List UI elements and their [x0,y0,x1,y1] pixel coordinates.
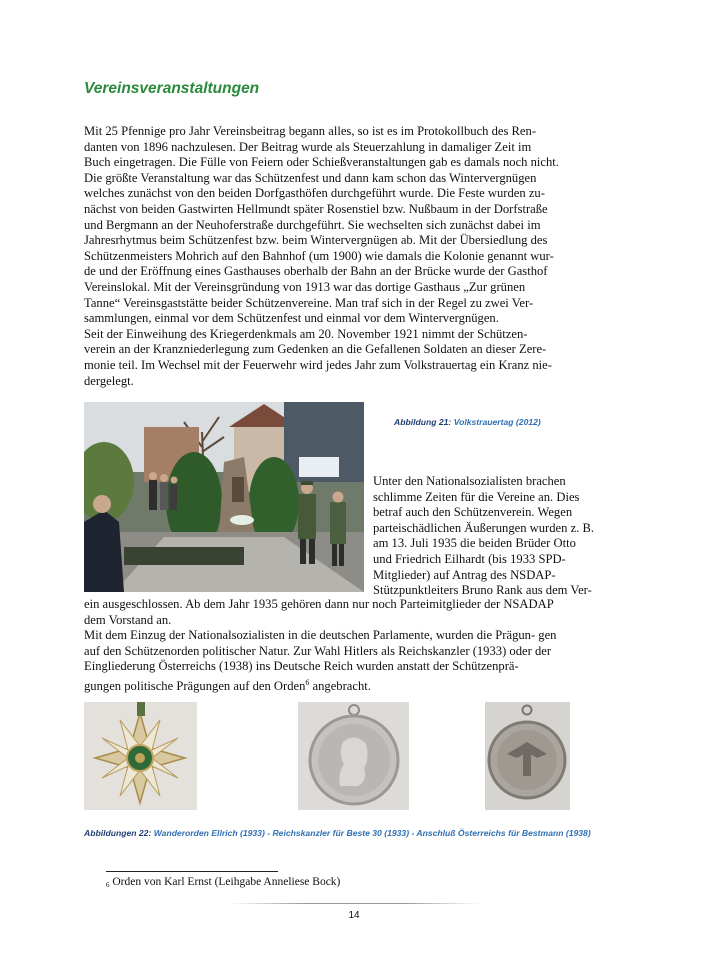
figure-caption [84,828,644,839]
text-line: Eingliederung Österreichs (1938) ins Deutsche Reich wurden anstatt der Schützenprä- [84,659,519,674]
text-line: Jahresrhytmus beim Schützenfest bzw. beim Wintervergnügen ab. Mit der Übersiedlung des [84,233,548,248]
section-heading: Vereinsveranstaltungen [84,80,260,97]
text-line: schlimme Zeiten für die Vereine an. Dies [373,489,580,504]
text-line: Mit 25 Pfennige pro Jahr Vereinsbeitrag begann alles, so ist es im Protokollbuch des Ren- [84,124,537,138]
medal-photo-anschluss [485,702,570,810]
text-line: dergelegt. [84,373,134,388]
text-line: ein ausgeschlossen. Ab dem Jahr 1935 gehören dann nur noch Parteimitglieder der NSADAP [84,597,554,611]
page-number: 14 [348,910,360,921]
footnote-marker: 6 [106,881,110,889]
text-line: Die größte Veranstaltung war das Schützenfest und dann kam schon das Wintervergnügen [84,170,537,185]
caption-title: Wanderorden Ellrich (1933) - Reichskanzler für Beste 30 (1933) - Anschluß Österreichs für Bestmann (1938) [153,828,591,838]
text-fragment: angebracht. [309,679,371,694]
text-line: dem Vorstand an. [84,612,172,627]
footnote [106,876,340,888]
text-line: und Friedrich Eilhardt (bis 1933 SPD- [373,551,566,566]
paragraph-history [84,124,634,389]
medal-photo-reichskanzler [298,702,409,810]
text-line: und Bergmann an der Neuhoferstraße durchgeführt. Sie wechselten sich zunächst dabei im [84,217,541,232]
text-fragment: gungen politische Prägungen auf den Orden [84,679,306,694]
text-line: Mitglieder) auf Antrag des NSDAP- [373,567,556,582]
medal-photo-wanderorden [84,702,197,810]
text-line: Stützpunktleiters Bruno Rank aus dem Ver- [373,583,592,598]
text-line: auf den Schützenorden politischer Natur. Zur Wahl Hitlers als Reichskanzler (1933) oder der [84,643,552,658]
caption-number: Abbildungen 22: [84,828,154,838]
caption-number: Abbildung 21: [394,417,454,427]
text-line: sammlungen, einmal vor dem Schützenfest und einmal vor dem Wintervergnügen. [84,311,499,326]
text-line [84,675,634,695]
footnote-ref[interactable]: 6 [305,677,310,687]
text-line: Unter den Nationalsozialisten brachen [373,474,566,488]
caption-title: Volkstrauertag (2012) [453,417,541,427]
text-line: welches zunächst von den beiden Dorfgasthöfen durchgeführt wurde. Die Feste wurden zu- [84,186,545,201]
text-line: nächst von beiden Gastwirten Hellmundt später Rosenstiel bzw. Nußbaum in der Dorfstraße [84,201,548,216]
figure-caption [394,417,541,427]
text-line: am 13. Juli 1935 die beiden Brüder Otto [373,536,576,551]
footnote-separator [106,871,278,872]
text-line: danten von 1896 nachzulesen. Der Beitrag wurde als Steuerzahlung in damaliger Zeit im [84,139,532,154]
text-line: Schützenmeisters Mohrich auf den Bahnhof (um 1900) wie damals die Kolonie genannt wur- [84,248,554,263]
memorial-photo [84,402,364,592]
text-line: Seit der Einweihung des Kriegerdenkmals am 20. November 1921 nimmt der Schützen- [84,326,528,341]
text-line: de und der Eröffnung eines Gasthauses oberhalb der Bahn an der Brücke wurde der Gasthof [84,264,548,279]
text-line: Vereinslokal. Mit der Vereinsgründung von 1913 war das dortige Gasthaus „Zur grünen [84,279,526,294]
text-line: monie teil. Im Wechsel mit der Feuerwehr wird jedes Jahr zum Volkstrauertag ein Kranz nie- [84,357,552,372]
paragraph-medals [84,597,634,695]
paragraph-nazi-era [373,474,633,599]
footer-divider [230,903,480,904]
text-line: Tanne“ Vereinsgaststätte beider Schützenvereine. Man traf sich in der Regel zu zwei Ver- [84,295,534,310]
text-line: Mit dem Einzug der Nationalsozialisten in die deutschen Parlamente, wurden die Prägun- gen [84,628,557,643]
footnote-text: Orden von Karl Ernst (Leihgabe Anneliese Bock) [109,876,341,888]
text-line: verein an der Kranzniederlegung zum Gedenken an die Gefallenen Soldaten an dieser Zere- [84,342,547,357]
text-line: betraf auch den Schützenverein. Wegen [373,505,573,520]
text-line: Buch eingetragen. Die Fülle von Feiern oder Schießveranstaltungen gab es damals noch nicht. [84,155,559,170]
text-line: parteischädlichen Äußerungen wurden z. B. [373,520,595,535]
